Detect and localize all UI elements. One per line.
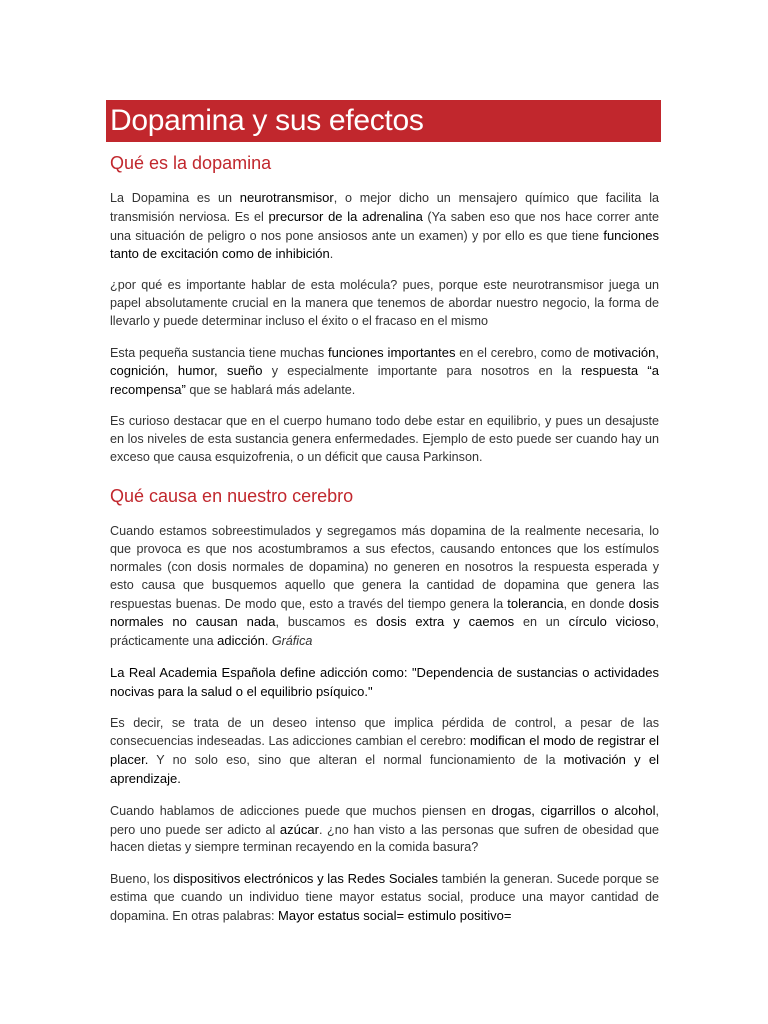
- text-run: Bueno, los: [110, 872, 174, 887]
- bold-text: respuesta “a recompensa”: [110, 363, 659, 398]
- bold-text: adicción: [217, 633, 265, 649]
- text-run: (Ya saben eso que nos hace correr ante una situación de peligro o nos pone ansiosos ante un examen) y por ello es que tiene: [110, 209, 659, 243]
- paragraph: [110, 802, 659, 857]
- text-run: , prácticamente una: [110, 615, 660, 649]
- bold-text: neurotransmisor: [239, 190, 334, 205]
- bold-text: funciones importantes: [327, 344, 456, 360]
- document-body: [110, 150, 659, 926]
- text-run: en un: [514, 615, 569, 630]
- bold-text: drogas, cigarrillos o alcohol: [491, 802, 656, 818]
- text-run: Esta pequeña sustancia tiene muchas: [110, 345, 328, 360]
- text-run: también la generan. Sucede porque se estima que cuando un individuo tiene mayor estatus social, produce una mayor cantidad de dopamina. En otras palabras:: [110, 872, 660, 923]
- section-heading-1: Qué es la dopamina: [110, 153, 272, 173]
- bold-text: modifican el modo de registrar el placer.: [110, 733, 660, 768]
- text-run: , en donde: [563, 596, 629, 611]
- text-run: , pero uno puede ser adicto al: [110, 803, 659, 837]
- bold-text: precursor de la adrenalina: [268, 208, 423, 224]
- bold-text: funciones tanto de excitación como de inhibición: [110, 227, 659, 262]
- text-run: ¿por qué es importante hablar de esta molécula? pues, porque este neurotransmisor juega un papel absolutamente crucial en la manera que tenemos de abordar nuestro negocio, la forma de llevarlo y puede determinar incluso el éxito o el fracaso en el mismo: [110, 278, 659, 328]
- paragraph: [110, 344, 659, 400]
- bold-text: dosis extra y caemos: [376, 614, 515, 630]
- paragraph: [110, 523, 659, 651]
- bold-text: motivación, cognición, humor, sueño: [110, 344, 659, 379]
- text-run: .: [264, 634, 272, 649]
- bold-text: dispositivos electrónicos y las Redes Sociales: [173, 871, 439, 887]
- bold-text: círculo vicioso: [568, 614, 656, 630]
- bold-text: Mayor estatus social= estimulo positivo=: [278, 907, 512, 923]
- text-run: Cuando hablamos de adicciones puede que muchos piensen en: [110, 803, 492, 818]
- text-run: , buscamos es: [275, 615, 377, 630]
- paragraph: [110, 870, 659, 925]
- text-run: que se hablará más adelante.: [185, 383, 356, 398]
- paragraph: [110, 664, 659, 702]
- text-run: en el cerebro, como de: [455, 345, 594, 360]
- text-run: Es decir, se trata de un deseo intenso que implica pérdida de control, a pesar de las consecuencias indeseadas. Las adicciones cambian el cerebro:: [110, 715, 659, 749]
- text-run: La Dopamina es un: [110, 191, 240, 205]
- italic-text: Gráfica: [271, 634, 313, 649]
- text-run: , o mejor dicho un mensajero químico que facilita la transmisión nerviosa. Es el: [110, 191, 659, 224]
- bold-text: La Real Academia Española define adicción como: "Dependencia de sustancias o actividades nocivas para la salud o el equilibrio psíquico.": [110, 664, 659, 699]
- bold-text: motivación y el aprendizaje.: [110, 752, 659, 786]
- paragraph: [110, 189, 659, 264]
- bold-text: azúcar: [279, 821, 319, 837]
- text-run: . ¿no han visto a las personas que sufren de obesidad que hacen dietas y siempre terminan recayendo en la comida basura?: [110, 822, 659, 855]
- bold-text: tolerancia: [507, 595, 564, 611]
- text-run: .: [329, 247, 334, 262]
- paragraph: [110, 413, 659, 466]
- bold-text: dosis normales no causan nada: [110, 595, 659, 630]
- text-run: Y no solo eso, sino que alteran el normal funcionamiento de la: [148, 753, 564, 768]
- document-title: Dopamina y sus efectos: [106, 100, 661, 142]
- text-run: Cuando estamos sobreestimulados y segregamos más dopamina de la realmente necesaria, lo que provoca es que nos acostumbramos a sus efectos, causando entonces que los estímulos normales (con dosis normales de dopamina) no generen en nosotros la respuesta esperada y esto causa que busquemos aquello que genera la cantidad de dopamina que genera las respuestas buenas. De modo que, esto a través del tiempo genera la: [110, 524, 659, 611]
- text-run: y especialmente importante para nosotros en la: [262, 364, 581, 379]
- text-run: Es curioso destacar que en el cuerpo humano todo debe estar en equilibrio, y pues un desajuste en los niveles de esta sustancia genera enfermedades. Ejemplo de esto puede ser cuando hay un exceso que causa esquizofrenia, o un déficit que causa Parkinson.: [110, 413, 659, 464]
- paragraph: [110, 277, 659, 330]
- section-heading-2: Qué causa en nuestro cerebro: [110, 486, 354, 507]
- paragraph: [110, 715, 659, 789]
